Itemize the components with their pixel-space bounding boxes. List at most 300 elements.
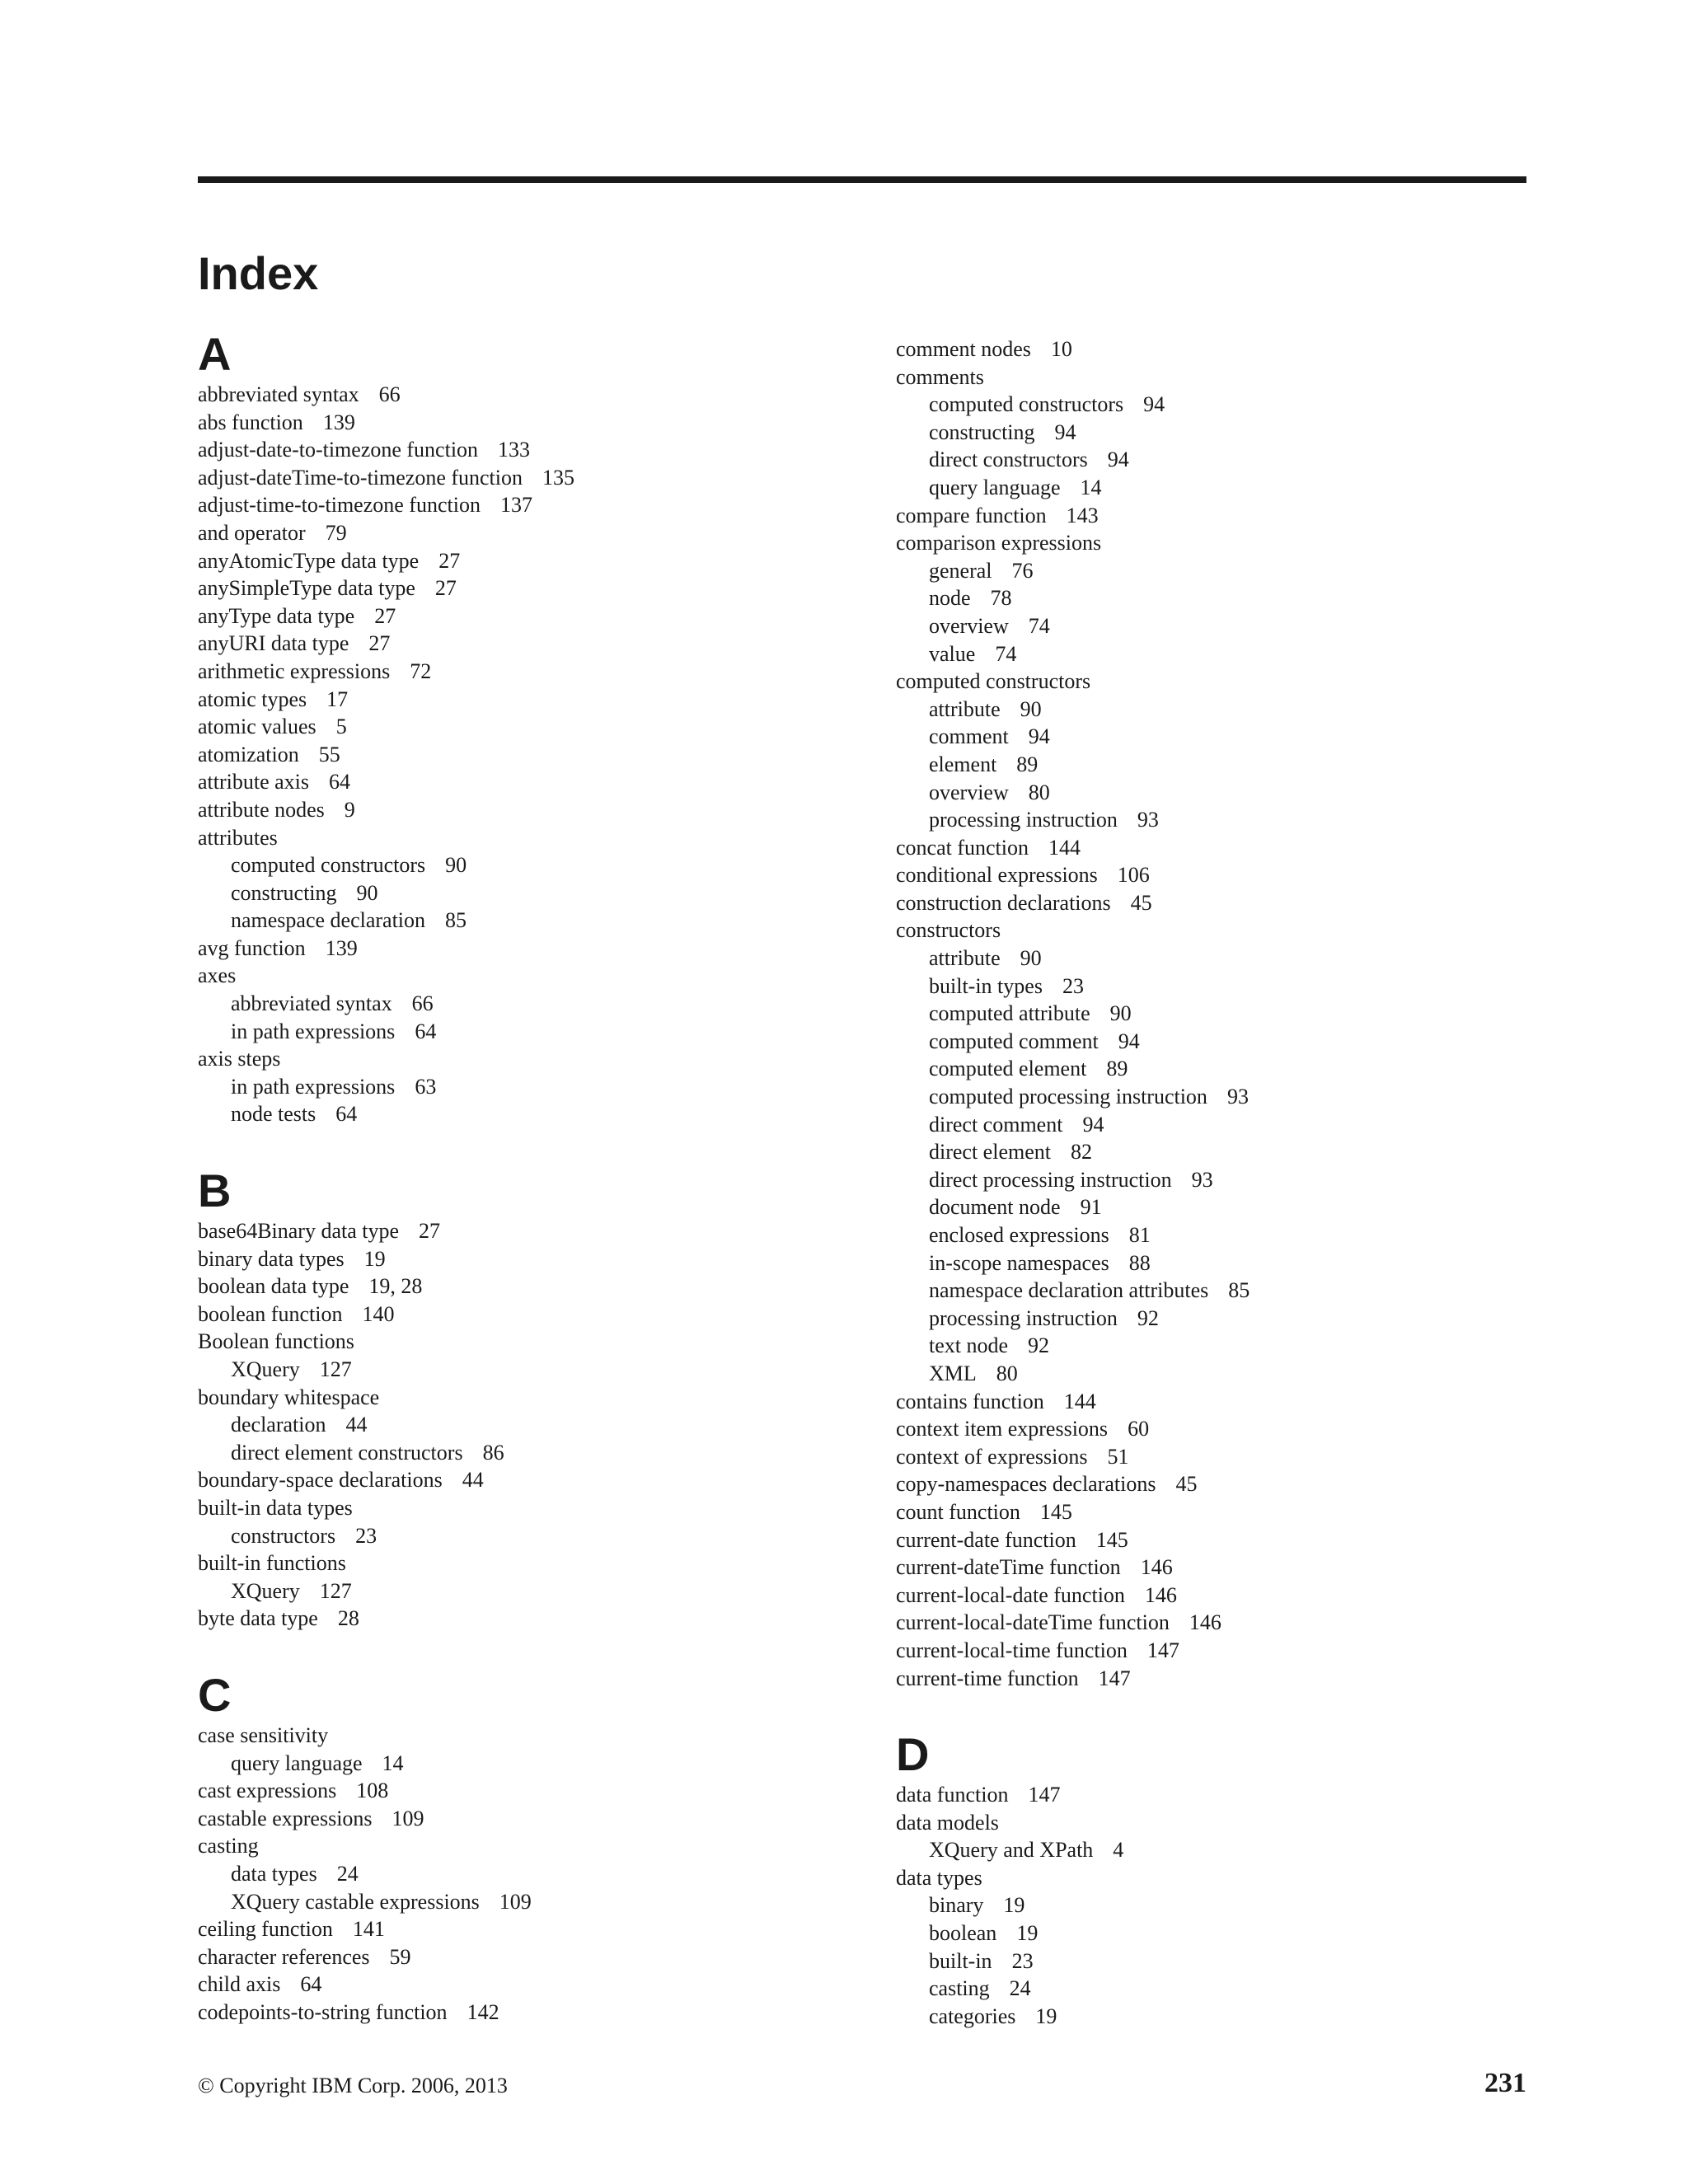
page-title: Index bbox=[198, 247, 319, 299]
index-subentry bbox=[896, 1305, 1555, 1333]
index-term: attribute axis bbox=[198, 770, 310, 794]
index-entry bbox=[198, 1466, 857, 1494]
index-term: constructors bbox=[896, 918, 1001, 943]
index-section bbox=[198, 1165, 857, 1633]
index-entry bbox=[896, 916, 1555, 944]
index-term: attributes bbox=[198, 825, 278, 850]
index-page-ref: 64 bbox=[415, 1019, 437, 1043]
index-page-ref: 9 bbox=[344, 797, 355, 822]
index-page-ref: 80 bbox=[996, 1361, 1018, 1385]
index-entry bbox=[198, 713, 857, 741]
index-subentry bbox=[198, 1888, 857, 1916]
index-page-ref: 80 bbox=[1028, 780, 1050, 804]
index-term: computed element bbox=[929, 1057, 1087, 1081]
index-subentry bbox=[198, 1860, 857, 1888]
index-term: element bbox=[929, 752, 997, 776]
index-page-ref: 91 bbox=[1080, 1195, 1102, 1220]
index-entry bbox=[198, 796, 857, 824]
index-subentry bbox=[198, 851, 857, 879]
index-page-ref: 137 bbox=[499, 493, 532, 518]
index-page-ref: 74 bbox=[1028, 613, 1050, 638]
index-page-ref: 85 bbox=[1228, 1278, 1250, 1303]
index-page-ref: 147 bbox=[1146, 1638, 1179, 1662]
index-subentry bbox=[896, 1919, 1555, 1947]
index-entry bbox=[896, 1554, 1555, 1582]
index-term: avg function bbox=[198, 935, 306, 960]
index-entry bbox=[198, 436, 857, 464]
index-entry bbox=[198, 1272, 857, 1301]
index-page-ref: 45 bbox=[1175, 1472, 1198, 1497]
index-entry bbox=[198, 962, 857, 990]
index-page-ref: 108 bbox=[356, 1779, 389, 1803]
index-term: boolean data type bbox=[198, 1274, 349, 1299]
index-subentry bbox=[896, 1221, 1555, 1249]
index-subentry bbox=[896, 584, 1555, 612]
index-term: count function bbox=[896, 1499, 1020, 1524]
index-entry bbox=[198, 1915, 857, 1943]
index-entry bbox=[198, 935, 857, 963]
index-term: node tests bbox=[231, 1102, 316, 1127]
index-entry bbox=[198, 1245, 857, 1273]
index-subentry bbox=[198, 907, 857, 935]
index-term: processing instruction bbox=[929, 1305, 1118, 1330]
index-term: casting bbox=[929, 1976, 990, 2001]
index-subentry bbox=[896, 612, 1555, 640]
index-subentry bbox=[896, 751, 1555, 779]
index-page-ref: 14 bbox=[382, 1750, 404, 1775]
index-entry bbox=[198, 1943, 857, 1971]
index-entry bbox=[896, 1415, 1555, 1443]
index-page-ref: 94 bbox=[1143, 392, 1165, 417]
index-term: compare function bbox=[896, 503, 1047, 527]
index-entry bbox=[896, 1470, 1555, 1498]
index-entry bbox=[896, 335, 1555, 363]
index-term: atomic values bbox=[198, 715, 316, 739]
index-entry bbox=[198, 1805, 857, 1833]
index-page-ref: 74 bbox=[995, 641, 1017, 666]
index-term: character references bbox=[198, 1944, 370, 1969]
index-term: built-in types bbox=[929, 973, 1043, 998]
index-subentry bbox=[896, 1055, 1555, 1083]
index-subentry bbox=[198, 1411, 857, 1439]
index-page-ref: 55 bbox=[318, 742, 340, 766]
index-term: current-local-time function bbox=[896, 1638, 1128, 1662]
index-page-ref: 64 bbox=[329, 770, 351, 794]
index-page-ref: 27 bbox=[434, 576, 457, 601]
index-subentry bbox=[896, 1249, 1555, 1277]
index-term: categories bbox=[929, 2004, 1016, 2028]
index-subentry bbox=[198, 1439, 857, 1467]
index-entry bbox=[198, 464, 857, 492]
index-term: ceiling function bbox=[198, 1917, 333, 1942]
index-page-ref: 64 bbox=[300, 1972, 322, 1997]
index-term: built-in data types bbox=[198, 1495, 353, 1520]
index-page-ref: 89 bbox=[1106, 1057, 1128, 1081]
index-entry bbox=[198, 686, 857, 714]
index-subentry bbox=[896, 1332, 1555, 1360]
index-entry bbox=[198, 519, 857, 547]
index-page-ref: 66 bbox=[411, 991, 434, 1016]
index-page-ref: 109 bbox=[499, 1889, 532, 1914]
index-term: base64Binary data type bbox=[198, 1219, 400, 1244]
index-page-ref: 139 bbox=[322, 410, 355, 434]
index-entry bbox=[896, 1609, 1555, 1637]
index-term: constructing bbox=[231, 880, 337, 905]
index-entry bbox=[198, 824, 857, 852]
index-term: Boolean functions bbox=[198, 1329, 354, 1354]
index-page-ref: 51 bbox=[1107, 1444, 1129, 1469]
index-entry bbox=[896, 1388, 1555, 1416]
index-entry bbox=[198, 574, 857, 602]
index-term: namespace declaration attributes bbox=[929, 1278, 1209, 1303]
index-term: node bbox=[929, 586, 971, 611]
index-term: current-date function bbox=[896, 1527, 1076, 1552]
index-subentry bbox=[896, 723, 1555, 751]
index-page-ref: 5 bbox=[335, 715, 347, 739]
index-page-ref: 44 bbox=[345, 1413, 368, 1437]
index-page-ref: 23 bbox=[1062, 973, 1084, 998]
index-term: document node bbox=[929, 1195, 1061, 1220]
index-page-ref: 92 bbox=[1137, 1305, 1159, 1330]
index-term: current-time function bbox=[896, 1666, 1079, 1690]
index-term: namespace declaration bbox=[231, 908, 426, 933]
index-entry bbox=[198, 1549, 857, 1577]
index-term: overview bbox=[929, 780, 1009, 804]
index-term: processing instruction bbox=[929, 808, 1118, 832]
index-term: abbreviated syntax bbox=[198, 382, 359, 406]
index-entry bbox=[896, 668, 1555, 696]
index-page-ref: 19 bbox=[363, 1246, 386, 1271]
index-subentry bbox=[896, 446, 1555, 474]
index-term: constructors bbox=[231, 1523, 336, 1548]
index-page-ref: 94 bbox=[1028, 724, 1050, 749]
index-term: anySimpleType data type bbox=[198, 576, 415, 601]
index-page-ref: 10 bbox=[1050, 337, 1072, 361]
header-rule bbox=[198, 176, 1526, 183]
index-page-ref: 93 bbox=[1191, 1167, 1213, 1192]
index-term: context of expressions bbox=[896, 1444, 1088, 1469]
index-entry bbox=[198, 1217, 857, 1245]
index-page-ref: 142 bbox=[467, 1999, 499, 2024]
index-term: comment bbox=[929, 724, 1009, 749]
index-term: computed attribute bbox=[929, 1001, 1090, 1026]
index-term: query language bbox=[231, 1750, 363, 1775]
index-term: value bbox=[929, 641, 976, 666]
index-term: direct constructors bbox=[929, 448, 1088, 472]
index-entry bbox=[198, 1328, 857, 1356]
index-subentry bbox=[896, 1028, 1555, 1056]
index-page-ref: 17 bbox=[326, 687, 349, 711]
index-entry bbox=[896, 502, 1555, 530]
index-page-ref: 106 bbox=[1117, 863, 1150, 888]
index-term: context item expressions bbox=[896, 1417, 1109, 1441]
index-page-ref: 63 bbox=[415, 1074, 437, 1099]
index-page-ref: 14 bbox=[1080, 475, 1102, 499]
index-term: adjust-date-to-timezone function bbox=[198, 438, 479, 462]
index-page-ref: 109 bbox=[392, 1806, 424, 1830]
index-term: direct comment bbox=[929, 1112, 1063, 1137]
index-term: current-local-date function bbox=[896, 1582, 1125, 1607]
index-term: computed constructors bbox=[929, 392, 1124, 417]
index-entry bbox=[198, 741, 857, 769]
index-term: anyURI data type bbox=[198, 631, 349, 656]
index-term: declaration bbox=[231, 1413, 326, 1437]
index-term: direct processing instruction bbox=[929, 1167, 1172, 1192]
index-page-ref: 79 bbox=[325, 520, 347, 545]
section-letter: A bbox=[198, 328, 232, 380]
index-entry bbox=[198, 1832, 857, 1860]
index-page-ref: 45 bbox=[1130, 890, 1152, 915]
index-page-ref: 81 bbox=[1128, 1223, 1151, 1247]
index-subentry bbox=[896, 2003, 1555, 2031]
index-page-ref: 94 bbox=[1107, 448, 1129, 472]
index-term: built-in functions bbox=[198, 1551, 346, 1576]
index-term: child axis bbox=[198, 1972, 281, 1997]
index-subentry bbox=[896, 1193, 1555, 1221]
index-term: current-local-dateTime function bbox=[896, 1610, 1170, 1635]
index-entry bbox=[896, 1443, 1555, 1471]
index-entry bbox=[198, 1301, 857, 1329]
section-letter: B bbox=[198, 1165, 232, 1217]
index-term: enclosed expressions bbox=[929, 1223, 1109, 1247]
index-subentry bbox=[896, 944, 1555, 972]
index-term: computed processing instruction bbox=[929, 1085, 1207, 1109]
index-subentry bbox=[896, 1360, 1555, 1388]
index-term: contains function bbox=[896, 1389, 1044, 1413]
index-page-ref: 145 bbox=[1095, 1527, 1128, 1552]
index-entry bbox=[198, 630, 857, 658]
index-term: boundary-space declarations bbox=[198, 1468, 443, 1493]
index-term: construction declarations bbox=[896, 890, 1111, 915]
page-number: 231 bbox=[1484, 2068, 1526, 2098]
index-section bbox=[198, 328, 857, 1128]
index-entry bbox=[198, 409, 857, 437]
index-page-ref: 88 bbox=[1128, 1250, 1151, 1275]
index-page-ref: 85 bbox=[445, 908, 467, 933]
section-letter: C bbox=[198, 1668, 232, 1721]
index-page-ref: 90 bbox=[1020, 696, 1042, 721]
index-subentry bbox=[896, 1836, 1555, 1864]
index-page-ref: 82 bbox=[1070, 1140, 1092, 1165]
index-page-ref: 89 bbox=[1016, 752, 1039, 776]
index-term: text node bbox=[929, 1333, 1009, 1358]
index-entry bbox=[896, 529, 1555, 557]
index-term: direct element bbox=[929, 1140, 1051, 1165]
index-term: XQuery bbox=[231, 1578, 300, 1603]
index-term: binary data types bbox=[198, 1246, 345, 1271]
index-entry bbox=[198, 1971, 857, 1999]
index-subentry bbox=[896, 972, 1555, 1001]
index-term: binary bbox=[929, 1893, 984, 1918]
index-term: byte data type bbox=[198, 1606, 318, 1631]
index-term: XQuery bbox=[231, 1357, 300, 1381]
index-page-ref: 147 bbox=[1028, 1783, 1061, 1807]
index-term: axis steps bbox=[198, 1047, 281, 1071]
index-term: data types bbox=[896, 1865, 982, 1890]
index-page-ref: 44 bbox=[462, 1468, 484, 1493]
index-column-left bbox=[198, 328, 857, 2026]
index-subentry bbox=[198, 1356, 857, 1384]
index-term: computed constructors bbox=[231, 853, 426, 878]
index-entry bbox=[896, 1781, 1555, 1809]
index-term: attribute bbox=[929, 946, 1001, 971]
index-entry bbox=[198, 602, 857, 630]
index-subentry bbox=[896, 1111, 1555, 1139]
index-term: XQuery and XPath bbox=[929, 1838, 1094, 1863]
index-entry bbox=[198, 1722, 857, 1750]
index-entry bbox=[896, 834, 1555, 862]
index-entry bbox=[198, 1494, 857, 1522]
index-page-ref: 64 bbox=[335, 1102, 358, 1127]
index-page-ref: 66 bbox=[378, 382, 401, 406]
index-page-ref: 27 bbox=[368, 631, 391, 656]
index-entry bbox=[198, 1999, 857, 2027]
index-term: current-dateTime function bbox=[896, 1555, 1121, 1580]
index-subentry bbox=[896, 391, 1555, 419]
index-term: constructing bbox=[929, 419, 1035, 444]
index-term: cast expressions bbox=[198, 1779, 337, 1803]
index-page-ref: 27 bbox=[374, 603, 396, 628]
index-page-ref: 59 bbox=[389, 1944, 411, 1969]
index-page-ref: 144 bbox=[1063, 1389, 1096, 1413]
index-entry bbox=[896, 1526, 1555, 1554]
index-page-ref: 143 bbox=[1066, 503, 1099, 527]
index-term: comparison expressions bbox=[896, 531, 1102, 555]
index-term: abbreviated syntax bbox=[231, 991, 392, 1016]
index-page-ref: 27 bbox=[438, 548, 461, 573]
index-subentry bbox=[198, 1100, 857, 1128]
index-page-ref: 86 bbox=[482, 1440, 504, 1465]
index-term: abs function bbox=[198, 410, 303, 434]
index-page-ref: 94 bbox=[1082, 1112, 1104, 1137]
index-subentry bbox=[896, 1083, 1555, 1111]
index-page-ref: 23 bbox=[1011, 1948, 1034, 1973]
index-term: boolean function bbox=[198, 1301, 343, 1326]
index-subentry bbox=[896, 779, 1555, 807]
index-term: XML bbox=[929, 1361, 977, 1385]
index-entry bbox=[198, 658, 857, 686]
index-page-ref: 93 bbox=[1226, 1085, 1249, 1109]
index-term: XQuery castable expressions bbox=[231, 1889, 480, 1914]
index-page-ref: 24 bbox=[336, 1861, 359, 1886]
index-page-ref: 90 bbox=[1109, 1001, 1132, 1026]
index-page-ref: 19 bbox=[1003, 1893, 1025, 1918]
index-subentry bbox=[896, 1138, 1555, 1166]
index-section bbox=[896, 1728, 1555, 2030]
index-term: atomic types bbox=[198, 687, 307, 711]
index-subentry bbox=[198, 1522, 857, 1550]
index-subentry bbox=[198, 1750, 857, 1778]
index-page-ref: 146 bbox=[1140, 1555, 1173, 1580]
index-page-ref: 93 bbox=[1137, 808, 1159, 832]
index-term: boolean bbox=[929, 1921, 997, 1946]
index-page-ref: 28 bbox=[337, 1606, 359, 1631]
index-subentry bbox=[896, 557, 1555, 585]
index-subentry bbox=[896, 419, 1555, 447]
index-entry bbox=[198, 381, 857, 409]
index-page-ref: 4 bbox=[1113, 1838, 1124, 1863]
index-subentry bbox=[896, 1975, 1555, 2003]
index-page-ref: 23 bbox=[355, 1523, 377, 1548]
index-term: general bbox=[929, 558, 992, 583]
index-term: overview bbox=[929, 613, 1009, 638]
index-subentry bbox=[896, 474, 1555, 502]
index-term: in path expressions bbox=[231, 1074, 396, 1099]
index-section bbox=[198, 1669, 857, 2027]
index-subentry bbox=[198, 1577, 857, 1605]
index-term: casting bbox=[198, 1834, 259, 1858]
index-page-ref: 60 bbox=[1128, 1417, 1150, 1441]
index-entry bbox=[896, 1498, 1555, 1526]
index-page-ref: 27 bbox=[419, 1219, 441, 1244]
index-term: attribute nodes bbox=[198, 797, 325, 822]
index-entry bbox=[896, 861, 1555, 889]
index-subentry bbox=[896, 1000, 1555, 1028]
index-subentry bbox=[198, 879, 857, 907]
index-page-ref: 19, 28 bbox=[368, 1274, 423, 1299]
index-page-ref: 140 bbox=[362, 1301, 395, 1326]
index-term: concat function bbox=[896, 835, 1029, 860]
section-letter: D bbox=[896, 1728, 930, 1781]
index-page-ref: 146 bbox=[1144, 1582, 1177, 1607]
index-term: axes bbox=[198, 963, 237, 988]
index-column-right bbox=[896, 335, 1555, 2030]
index-term: comments bbox=[896, 364, 984, 389]
index-term: comment nodes bbox=[896, 337, 1031, 361]
index-page-ref: 90 bbox=[356, 880, 378, 905]
index-entry bbox=[198, 1045, 857, 1073]
index-term: boundary whitespace bbox=[198, 1385, 380, 1409]
index-term: query language bbox=[929, 475, 1061, 499]
index-term: data types bbox=[231, 1861, 317, 1886]
index-term: in path expressions bbox=[231, 1019, 396, 1043]
index-page-ref: 24 bbox=[1009, 1976, 1031, 2001]
index-entry bbox=[896, 1864, 1555, 1892]
index-term: direct element constructors bbox=[231, 1440, 463, 1465]
index-page-ref: 141 bbox=[352, 1917, 385, 1942]
index-page-ref: 78 bbox=[990, 586, 1012, 611]
index-subentry bbox=[896, 1277, 1555, 1305]
index-page-ref: 19 bbox=[1016, 1921, 1039, 1946]
index-page-ref: 76 bbox=[1011, 558, 1034, 583]
index-page-ref: 135 bbox=[542, 465, 574, 490]
index-term: attribute bbox=[929, 696, 1001, 721]
index-page-ref: 94 bbox=[1118, 1029, 1140, 1053]
index-term: anyAtomicType data type bbox=[198, 548, 420, 573]
index-entry bbox=[896, 1665, 1555, 1693]
copyright-notice: © Copyright IBM Corp. 2006, 2013 bbox=[198, 2074, 508, 2097]
index-term: adjust-dateTime-to-timezone function bbox=[198, 465, 523, 490]
index-term: castable expressions bbox=[198, 1806, 373, 1830]
index-page-ref: 127 bbox=[319, 1578, 352, 1603]
index-subentry bbox=[896, 1166, 1555, 1194]
index-term: data function bbox=[896, 1783, 1009, 1807]
index-page-ref: 144 bbox=[1048, 835, 1081, 860]
index-entry bbox=[198, 1777, 857, 1805]
index-entry bbox=[198, 547, 857, 575]
index-entry bbox=[896, 363, 1555, 391]
index-subentry bbox=[198, 990, 857, 1018]
index-page-ref: 19 bbox=[1035, 2004, 1057, 2028]
index-page-ref: 146 bbox=[1189, 1610, 1221, 1635]
index-section bbox=[896, 335, 1555, 1692]
index-term: conditional expressions bbox=[896, 863, 1098, 888]
index-page-ref: 145 bbox=[1039, 1499, 1072, 1524]
index-subentry bbox=[896, 1891, 1555, 1919]
index-entry bbox=[896, 1809, 1555, 1837]
index-term: computed constructors bbox=[896, 669, 1091, 694]
index-term: codepoints-to-string function bbox=[198, 1999, 448, 2024]
